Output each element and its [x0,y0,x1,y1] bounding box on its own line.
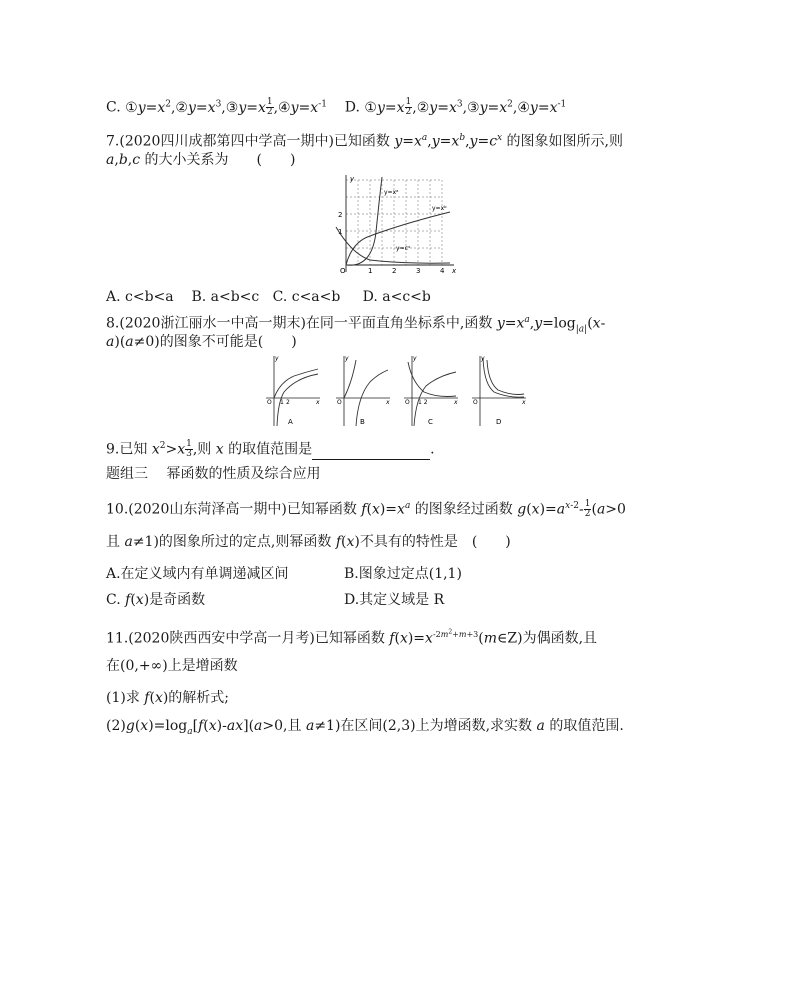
svg-text:x: x [316,399,320,406]
q7-curve-cx [336,227,450,263]
q6-option-c-label: C. [106,99,121,116]
svg-text:O: O [267,399,272,406]
q6-option-d-label: D. [344,99,360,116]
q7-option-d: D. a<c<b [362,289,431,305]
q10-option-a: A.在定义域内有单调递减区间 [106,566,289,582]
q7-xtick-3: 3 [416,267,421,275]
svg-text:O: O [337,399,342,406]
q7-figure [332,172,462,276]
q7-curve-xb [346,212,450,265]
q9-answer-blank[interactable] [312,445,430,460]
svg-text:y: y [413,355,417,362]
q7-xtick-4: 4 [440,267,445,275]
svg-text:x: x [454,399,458,406]
q7-label-cx: y=cˣ [396,245,411,252]
q11-part1: (1)求 f(x)的解析式; [106,690,230,706]
svg-text:y: y [275,355,279,362]
q8-label-d: D [496,418,502,426]
q8-stem-line1: 8.(2020浙江丽水一中高一期末)在同一平面直角坐标系中,函数 $y=x^a,y=\log_{|a|}(x-$ [106,315,606,335]
q8-label-b: B [360,418,365,426]
q8-figure-c [404,355,458,426]
q8-figure-b [336,355,390,426]
q10-option-d: D.其定义域是 R [344,592,445,608]
q6-options-line [106,94,566,118]
q8-figures [262,352,532,430]
q8-label-c: C [428,418,433,426]
q10-stem-line1: 10.(2020山东菏泽高一期中)已知幂函数 $f(x)=x^a$ 的图象经过函数 $g(x)=a^{x-2}-$ $\frac{1}{2}$ (a>0 [106,499,626,520]
q8-figure-a [266,355,320,426]
q11-stem-line1: 11.(2020陕西西安中学高一月考)已知幂函数 $f(x)=x^{-2m^2+m+3}(m\in Z)$为偶函数,且 [106,628,598,647]
q8-stem-line2: a)(a≠0)的图象不可能是( ) [106,334,297,350]
q7-option-b: B. a<b<c [191,289,260,305]
svg-text:O: O [473,399,478,406]
q7-stem-line1: 7.(2020四川成都第四中学高一期中)已知函数 $y=x^a,y=x^b,y=c^x$ 的图象如图所示,则 [106,133,624,150]
svg-text:1: 1 [280,399,284,406]
q7-xtick-2: 2 [392,267,397,275]
svg-text:y: y [345,355,349,362]
q10-option-b: B.图象过定点(1,1) [344,566,462,582]
q6-option-c: $①y=x^2,②y=x^3,③y=x$ $\frac{1}{2}$ $,④y=x^{-1}$ [125,97,327,118]
q8-figure-d [472,355,526,426]
q7-x-axis-label: x [452,267,457,275]
q7-stem-line2: a,b,c 的大小关系为 ( ) [106,152,296,168]
svg-text:y: y [481,355,485,362]
q8-label-a: A [288,418,293,426]
svg-text:1 2: 1 2 [418,399,428,406]
q7-xtick-1: 1 [368,267,373,275]
q11-part2: $(2)g(x)=\log_a[f(x)-ax](a>0$,且 a≠1)在区间(2,3)上为增函数,求实数 a 的取值范围. [106,718,624,737]
section-title: 题组三 幂函数的性质及综合应用 [106,466,321,482]
q7-y-axis-label: y [350,175,355,183]
q10-option-c: C. f(x)是奇函数 [106,592,206,608]
q7-axes [346,175,454,272]
svg-text:x: x [386,399,390,406]
svg-text:x: x [522,399,526,406]
svg-text:2: 2 [286,399,290,406]
svg-text:O: O [405,399,410,406]
q7-ytick-1: 1 [338,228,343,236]
q7-label-xb: y=xᵇ [432,205,447,212]
q9-line: 9.已知 $x^2>x$ $\frac{1}{3}$ ,则 x 的取值范围是 . [106,439,435,460]
q7-option-a: A. c<b<a [106,289,174,305]
q6-option-d: ①y=x $\frac{1}{2}$ $,②y=x^3,③y=x^2,④y=x^{-1}$ [364,97,567,118]
q11-stem-line2: 在(0,+∞)上是增函数 [106,658,238,674]
q7-origin: O [340,267,346,275]
q7-option-c: C. c<a<b [272,289,341,305]
q7-label-xa: y=xᵃ [384,189,399,196]
q10-stem-line2: 且 a≠1)的图象所过的定点,则幂函数 f(x)不具有的特性是 ( ) [106,534,511,550]
q7-ytick-2: 2 [338,211,343,219]
q7-options [106,287,431,307]
